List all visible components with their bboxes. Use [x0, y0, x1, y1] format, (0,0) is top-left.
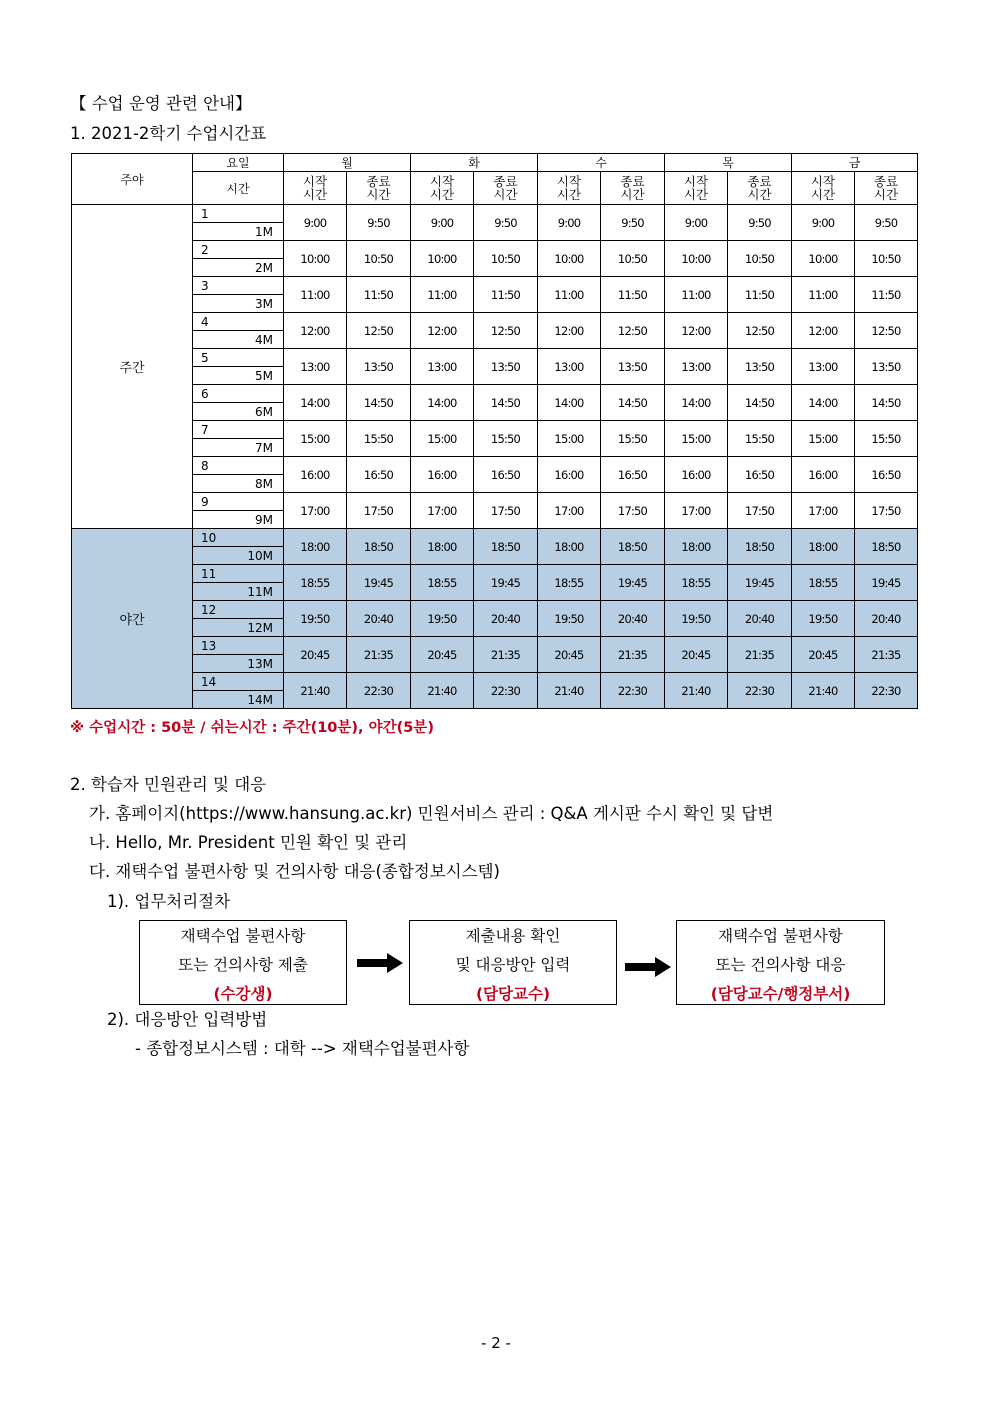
start-time-cell: 20:45 — [665, 637, 728, 673]
end-time-cell: 10:50 — [728, 241, 792, 277]
end-time-cell: 15:50 — [855, 421, 918, 457]
end-time-cell: 11:50 — [347, 277, 411, 313]
section2-item-c: 다. 재택수업 불편사항 및 건의사항 대응(종합정보시스템) — [89, 862, 500, 881]
end-time-cell: 22:30 — [474, 673, 538, 709]
end-time-cell: 16:50 — [474, 457, 538, 493]
period-cell — [193, 565, 284, 601]
start-time-cell: 19:50 — [792, 601, 855, 637]
flow-step-actor: (담당교수) — [475, 985, 551, 1003]
end-time-cell: 15:50 — [601, 421, 665, 457]
start-time-cell: 12:00 — [538, 313, 601, 349]
end-time-cell: 19:45 — [347, 565, 411, 601]
start-time-cell: 15:00 — [411, 421, 474, 457]
end-time-cell: 20:40 — [347, 601, 411, 637]
period-number: 11 — [201, 567, 217, 581]
start-time-cell: 9:00 — [538, 205, 601, 241]
start-time-cell: 18:55 — [411, 565, 474, 601]
start-time-cell: 12:00 — [411, 313, 474, 349]
procedure-heading: 1). 업무처리절차 — [107, 892, 231, 911]
flow-step-line2: 및 대응방안 입력 — [455, 956, 571, 974]
period-m-label: 10M — [247, 549, 273, 563]
end-time-cell: 15:50 — [728, 421, 792, 457]
end-time-cell: 16:50 — [601, 457, 665, 493]
start-time-cell: 11:00 — [538, 277, 601, 313]
start-time-cell: 15:00 — [665, 421, 728, 457]
end-time-cell: 12:50 — [347, 313, 411, 349]
start-time-cell: 21:40 — [792, 673, 855, 709]
end-time-cell: 14:50 — [728, 385, 792, 421]
start-time-cell: 11:00 — [284, 277, 347, 313]
start-time-header: 시작 시간 — [792, 172, 855, 205]
period-m-label: 5M — [255, 369, 273, 383]
end-time-cell: 21:35 — [347, 637, 411, 673]
end-time-cell: 14:50 — [347, 385, 411, 421]
period-m-label: 4M — [255, 333, 273, 347]
start-time-cell: 18:00 — [284, 529, 347, 565]
period-number: 8 — [201, 459, 209, 473]
end-time-cell: 12:50 — [601, 313, 665, 349]
day-header-fri: 금 — [792, 154, 918, 172]
period-number: 4 — [201, 315, 209, 329]
start-time-cell: 13:00 — [411, 349, 474, 385]
end-time-cell: 21:35 — [474, 637, 538, 673]
period-m-label: 8M — [255, 477, 273, 491]
end-time-cell: 11:50 — [728, 277, 792, 313]
end-time-cell: 11:50 — [601, 277, 665, 313]
end-time-cell: 21:35 — [728, 637, 792, 673]
table-row — [72, 601, 918, 637]
start-time-cell: 11:00 — [411, 277, 474, 313]
period-number: 12 — [201, 603, 217, 617]
period-cell — [193, 601, 284, 637]
end-time-cell: 9:50 — [601, 205, 665, 241]
period-number: 6 — [201, 387, 209, 401]
day-header-wed: 수 — [538, 154, 665, 172]
end-time-cell: 13:50 — [474, 349, 538, 385]
start-time-cell: 14:00 — [538, 385, 601, 421]
end-time-cell: 18:50 — [601, 529, 665, 565]
end-time-header: 종료 시간 — [728, 172, 792, 205]
end-time-cell: 16:50 — [347, 457, 411, 493]
start-time-cell: 17:00 — [792, 493, 855, 529]
start-time-cell: 19:50 — [665, 601, 728, 637]
end-time-cell: 17:50 — [728, 493, 792, 529]
table-row — [72, 349, 918, 385]
table-row — [72, 277, 918, 313]
table-row — [72, 457, 918, 493]
end-time-cell: 12:50 — [855, 313, 918, 349]
end-time-cell: 10:50 — [601, 241, 665, 277]
end-time-cell: 12:50 — [474, 313, 538, 349]
start-time-cell: 20:45 — [538, 637, 601, 673]
start-time-cell: 12:00 — [665, 313, 728, 349]
start-time-header: 시작 시간 — [538, 172, 601, 205]
start-time-cell: 9:00 — [284, 205, 347, 241]
end-time-header: 종료 시간 — [474, 172, 538, 205]
end-time-cell: 18:50 — [855, 529, 918, 565]
flow-step-review — [409, 920, 617, 1005]
period-m-label: 11M — [247, 585, 273, 599]
end-time-cell: 20:40 — [474, 601, 538, 637]
input-method-detail: - 종합정보시스템 : 대학 --> 재택수업불편사항 — [135, 1039, 470, 1058]
start-time-cell: 16:00 — [538, 457, 601, 493]
period-m-label: 14M — [247, 693, 273, 707]
day-header-mon: 월 — [284, 154, 411, 172]
period-m-label: 6M — [255, 405, 273, 419]
end-time-cell: 17:50 — [601, 493, 665, 529]
input-method-heading: 2). 대응방안 입력방법 — [107, 1010, 268, 1029]
period-m-label: 13M — [247, 657, 273, 671]
page-number: - 2 - — [481, 1334, 511, 1352]
period-cell — [193, 457, 284, 493]
day-label: 요일 — [193, 154, 284, 172]
time-label: 시간 — [193, 172, 284, 205]
period-m-label: 1M — [255, 225, 273, 239]
start-time-cell: 21:40 — [411, 673, 474, 709]
period-cell — [193, 493, 284, 529]
start-time-cell: 18:55 — [284, 565, 347, 601]
end-time-cell: 11:50 — [474, 277, 538, 313]
table-row — [72, 241, 918, 277]
flow-step-line1: 재택수업 불편사항 — [718, 927, 843, 945]
end-time-cell: 13:50 — [855, 349, 918, 385]
end-time-cell: 20:40 — [601, 601, 665, 637]
flow-step-line1: 재택수업 불편사항 — [180, 927, 306, 945]
class-time-note: ※ 수업시간 : 50분 / 쉬는시간 : 주간(10분), 야간(5분) — [70, 720, 434, 736]
end-time-cell: 9:50 — [347, 205, 411, 241]
period-m-label: 3M — [255, 297, 273, 311]
end-time-header: 종료 시간 — [601, 172, 665, 205]
end-time-cell: 19:45 — [855, 565, 918, 601]
start-time-cell: 9:00 — [792, 205, 855, 241]
period-number: 9 — [201, 495, 209, 509]
end-time-cell: 17:50 — [347, 493, 411, 529]
end-time-cell: 10:50 — [347, 241, 411, 277]
start-time-cell: 10:00 — [665, 241, 728, 277]
end-time-cell: 18:50 — [347, 529, 411, 565]
start-time-cell: 15:00 — [538, 421, 601, 457]
table-row — [72, 565, 918, 601]
end-time-cell: 13:50 — [601, 349, 665, 385]
period-cell — [193, 241, 284, 277]
period-cell — [193, 313, 284, 349]
end-time-header: 종료 시간 — [855, 172, 918, 205]
table-row — [72, 673, 918, 709]
section2-item-a: 가. 홈페이지(https://www.hansung.ac.kr) 민원서비스 관리 : Q&A 게시판 수시 확인 및 답변 — [89, 804, 774, 823]
period-m-label: 9M — [255, 513, 273, 527]
end-time-cell: 21:35 — [601, 637, 665, 673]
arrow-right-icon — [625, 957, 671, 977]
start-time-cell: 17:00 — [411, 493, 474, 529]
end-time-cell: 20:40 — [855, 601, 918, 637]
start-time-cell: 21:40 — [665, 673, 728, 709]
start-time-cell: 19:50 — [284, 601, 347, 637]
flow-step-submit — [139, 920, 347, 1005]
end-time-cell: 15:50 — [347, 421, 411, 457]
start-time-cell: 14:00 — [665, 385, 728, 421]
end-time-cell: 13:50 — [728, 349, 792, 385]
period-cell — [193, 349, 284, 385]
start-time-cell: 12:00 — [792, 313, 855, 349]
start-time-cell: 11:00 — [665, 277, 728, 313]
start-time-cell: 15:00 — [284, 421, 347, 457]
start-time-cell: 10:00 — [538, 241, 601, 277]
end-time-cell: 21:35 — [855, 637, 918, 673]
start-time-cell: 10:00 — [411, 241, 474, 277]
start-time-cell: 15:00 — [792, 421, 855, 457]
start-time-header: 시작 시간 — [665, 172, 728, 205]
start-time-cell: 18:00 — [411, 529, 474, 565]
table-row — [72, 529, 918, 565]
table-row — [72, 313, 918, 349]
period-cell — [193, 673, 284, 709]
section1-heading: 1. 2021-2학기 수업시간표 — [70, 124, 267, 143]
end-time-cell: 18:50 — [728, 529, 792, 565]
end-time-cell: 17:50 — [855, 493, 918, 529]
start-time-cell: 14:00 — [411, 385, 474, 421]
period-cell — [193, 385, 284, 421]
start-time-cell: 18:00 — [665, 529, 728, 565]
period-m-label: 12M — [247, 621, 273, 635]
start-time-cell: 18:00 — [538, 529, 601, 565]
start-time-cell: 17:00 — [665, 493, 728, 529]
end-time-cell: 22:30 — [728, 673, 792, 709]
start-time-cell: 21:40 — [284, 673, 347, 709]
end-time-cell: 13:50 — [347, 349, 411, 385]
period-m-label: 7M — [255, 441, 273, 455]
start-time-cell: 10:00 — [792, 241, 855, 277]
start-time-cell: 20:45 — [792, 637, 855, 673]
end-time-cell: 22:30 — [601, 673, 665, 709]
end-time-cell: 9:50 — [728, 205, 792, 241]
period-cell — [193, 637, 284, 673]
flow-step-line2: 또는 건의사항 대응 — [715, 956, 846, 974]
end-time-cell: 14:50 — [855, 385, 918, 421]
period-m-label: 2M — [255, 261, 273, 275]
start-time-cell: 9:00 — [665, 205, 728, 241]
document-title: 【 수업 운영 관련 안내】 — [70, 94, 252, 113]
section2-item-b: 나. Hello, Mr. President 민원 확인 및 관리 — [89, 833, 408, 852]
division-day: 주간 — [72, 205, 193, 529]
period-number: 10 — [201, 531, 217, 545]
end-time-cell: 9:50 — [474, 205, 538, 241]
end-time-cell: 16:50 — [855, 457, 918, 493]
arrow-right-icon — [357, 953, 403, 973]
start-time-cell: 9:00 — [411, 205, 474, 241]
flow-step-line2: 또는 건의사항 제출 — [178, 956, 308, 974]
table-row — [72, 421, 918, 457]
start-time-cell: 21:40 — [538, 673, 601, 709]
period-cell — [193, 277, 284, 313]
period-number: 14 — [201, 675, 217, 689]
start-time-cell: 13:00 — [284, 349, 347, 385]
start-time-cell: 11:00 — [792, 277, 855, 313]
start-time-cell: 16:00 — [665, 457, 728, 493]
end-time-cell: 14:50 — [474, 385, 538, 421]
end-time-cell: 19:45 — [601, 565, 665, 601]
period-number: 13 — [201, 639, 217, 653]
end-time-cell: 14:50 — [601, 385, 665, 421]
table-row — [72, 205, 918, 241]
end-time-cell: 19:45 — [728, 565, 792, 601]
period-number: 2 — [201, 243, 209, 257]
start-time-header: 시작 시간 — [284, 172, 347, 205]
section2-heading: 2. 학습자 민원관리 및 대응 — [70, 775, 267, 794]
start-time-cell: 20:45 — [284, 637, 347, 673]
start-time-cell: 17:00 — [284, 493, 347, 529]
flow-step-line1: 제출내용 확인 — [465, 927, 561, 945]
division-night: 야간 — [72, 529, 193, 709]
flow-step-actor: (담당교수/행정부서) — [710, 985, 851, 1003]
period-cell — [193, 529, 284, 565]
start-time-cell: 18:55 — [665, 565, 728, 601]
period-number: 5 — [201, 351, 209, 365]
table-row — [72, 385, 918, 421]
end-time-cell: 10:50 — [855, 241, 918, 277]
end-time-cell: 11:50 — [855, 277, 918, 313]
start-time-header: 시작 시간 — [411, 172, 474, 205]
start-time-cell: 16:00 — [792, 457, 855, 493]
start-time-cell: 18:00 — [792, 529, 855, 565]
end-time-cell: 22:30 — [855, 673, 918, 709]
day-header-tue: 화 — [411, 154, 538, 172]
corner-label: 주야 — [72, 154, 193, 205]
end-time-cell: 22:30 — [347, 673, 411, 709]
period-cell — [193, 421, 284, 457]
end-time-cell: 12:50 — [728, 313, 792, 349]
flow-step-respond — [676, 920, 885, 1005]
start-time-cell: 12:00 — [284, 313, 347, 349]
start-time-cell: 16:00 — [411, 457, 474, 493]
start-time-cell: 20:45 — [411, 637, 474, 673]
end-time-cell: 10:50 — [474, 241, 538, 277]
end-time-cell: 9:50 — [855, 205, 918, 241]
table-row — [72, 493, 918, 529]
start-time-cell: 14:00 — [792, 385, 855, 421]
table-row — [72, 637, 918, 673]
start-time-cell: 13:00 — [792, 349, 855, 385]
end-time-cell: 20:40 — [728, 601, 792, 637]
start-time-cell: 18:55 — [792, 565, 855, 601]
period-cell — [193, 205, 284, 241]
start-time-cell: 16:00 — [284, 457, 347, 493]
end-time-cell: 17:50 — [474, 493, 538, 529]
end-time-cell: 18:50 — [474, 529, 538, 565]
end-time-header: 종료 시간 — [347, 172, 411, 205]
period-number: 1 — [201, 207, 209, 221]
start-time-cell: 17:00 — [538, 493, 601, 529]
end-time-cell: 15:50 — [474, 421, 538, 457]
period-number: 7 — [201, 423, 209, 437]
start-time-cell: 13:00 — [665, 349, 728, 385]
class-timetable — [71, 153, 918, 709]
start-time-cell: 10:00 — [284, 241, 347, 277]
flow-step-actor: (수강생) — [213, 985, 273, 1003]
period-number: 3 — [201, 279, 209, 293]
start-time-cell: 18:55 — [538, 565, 601, 601]
start-time-cell: 19:50 — [411, 601, 474, 637]
end-time-cell: 19:45 — [474, 565, 538, 601]
end-time-cell: 16:50 — [728, 457, 792, 493]
start-time-cell: 13:00 — [538, 349, 601, 385]
start-time-cell: 14:00 — [284, 385, 347, 421]
start-time-cell: 19:50 — [538, 601, 601, 637]
day-header-thu: 목 — [665, 154, 792, 172]
